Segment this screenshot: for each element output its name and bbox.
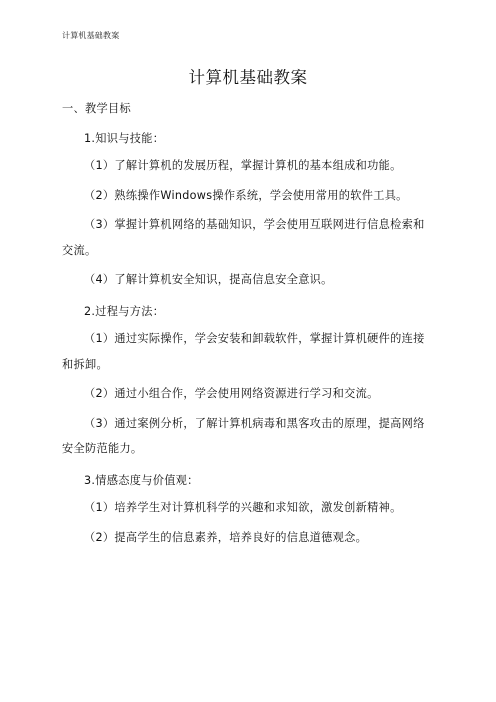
list-item: （1）通过实际操作，学会安装和卸载软件，掌握计算机硬件的连接和拆卸。: [62, 332, 425, 371]
list-item: （2）提高学生的信息素养，培养良好的信息道德观念。: [84, 530, 368, 544]
subsection-heading-knowledge: 1.知识与技能：: [84, 131, 165, 145]
list-item: （3）掌握计算机网络的基础知识，学会使用互联网进行信息检索和交流。: [62, 218, 425, 257]
list-item: （1）了解计算机的发展历程，掌握计算机的基本组成和功能。: [84, 159, 402, 172]
list-item: （4）了解计算机安全知识，提高信息安全意识。: [84, 273, 333, 286]
document-body: [62, 94, 436, 554]
list-item: （1）培养学生对计算机科学的兴趣和求知欲，激发创新精神。: [84, 501, 402, 514]
subsection-heading-attitude: 3.情感态度与价值观：: [84, 473, 199, 487]
section-heading: 一、教学目标: [62, 102, 131, 115]
list-item: （3）通过案例分析，了解计算机病毒和黑客攻击的原理，提高网络安全防范能力。: [62, 416, 425, 455]
subsection-heading-process: 2.过程与方法：: [84, 304, 165, 318]
list-item: （2）熟练操作Windows操作系统，学会使用常用的软件工具。: [84, 188, 408, 202]
list-item: （2）通过小组合作，学会使用网络资源进行学习和交流。: [84, 387, 379, 400]
document-title: 计算机基础教案: [188, 68, 308, 87]
running-header: 计算机基础教案: [62, 31, 120, 40]
